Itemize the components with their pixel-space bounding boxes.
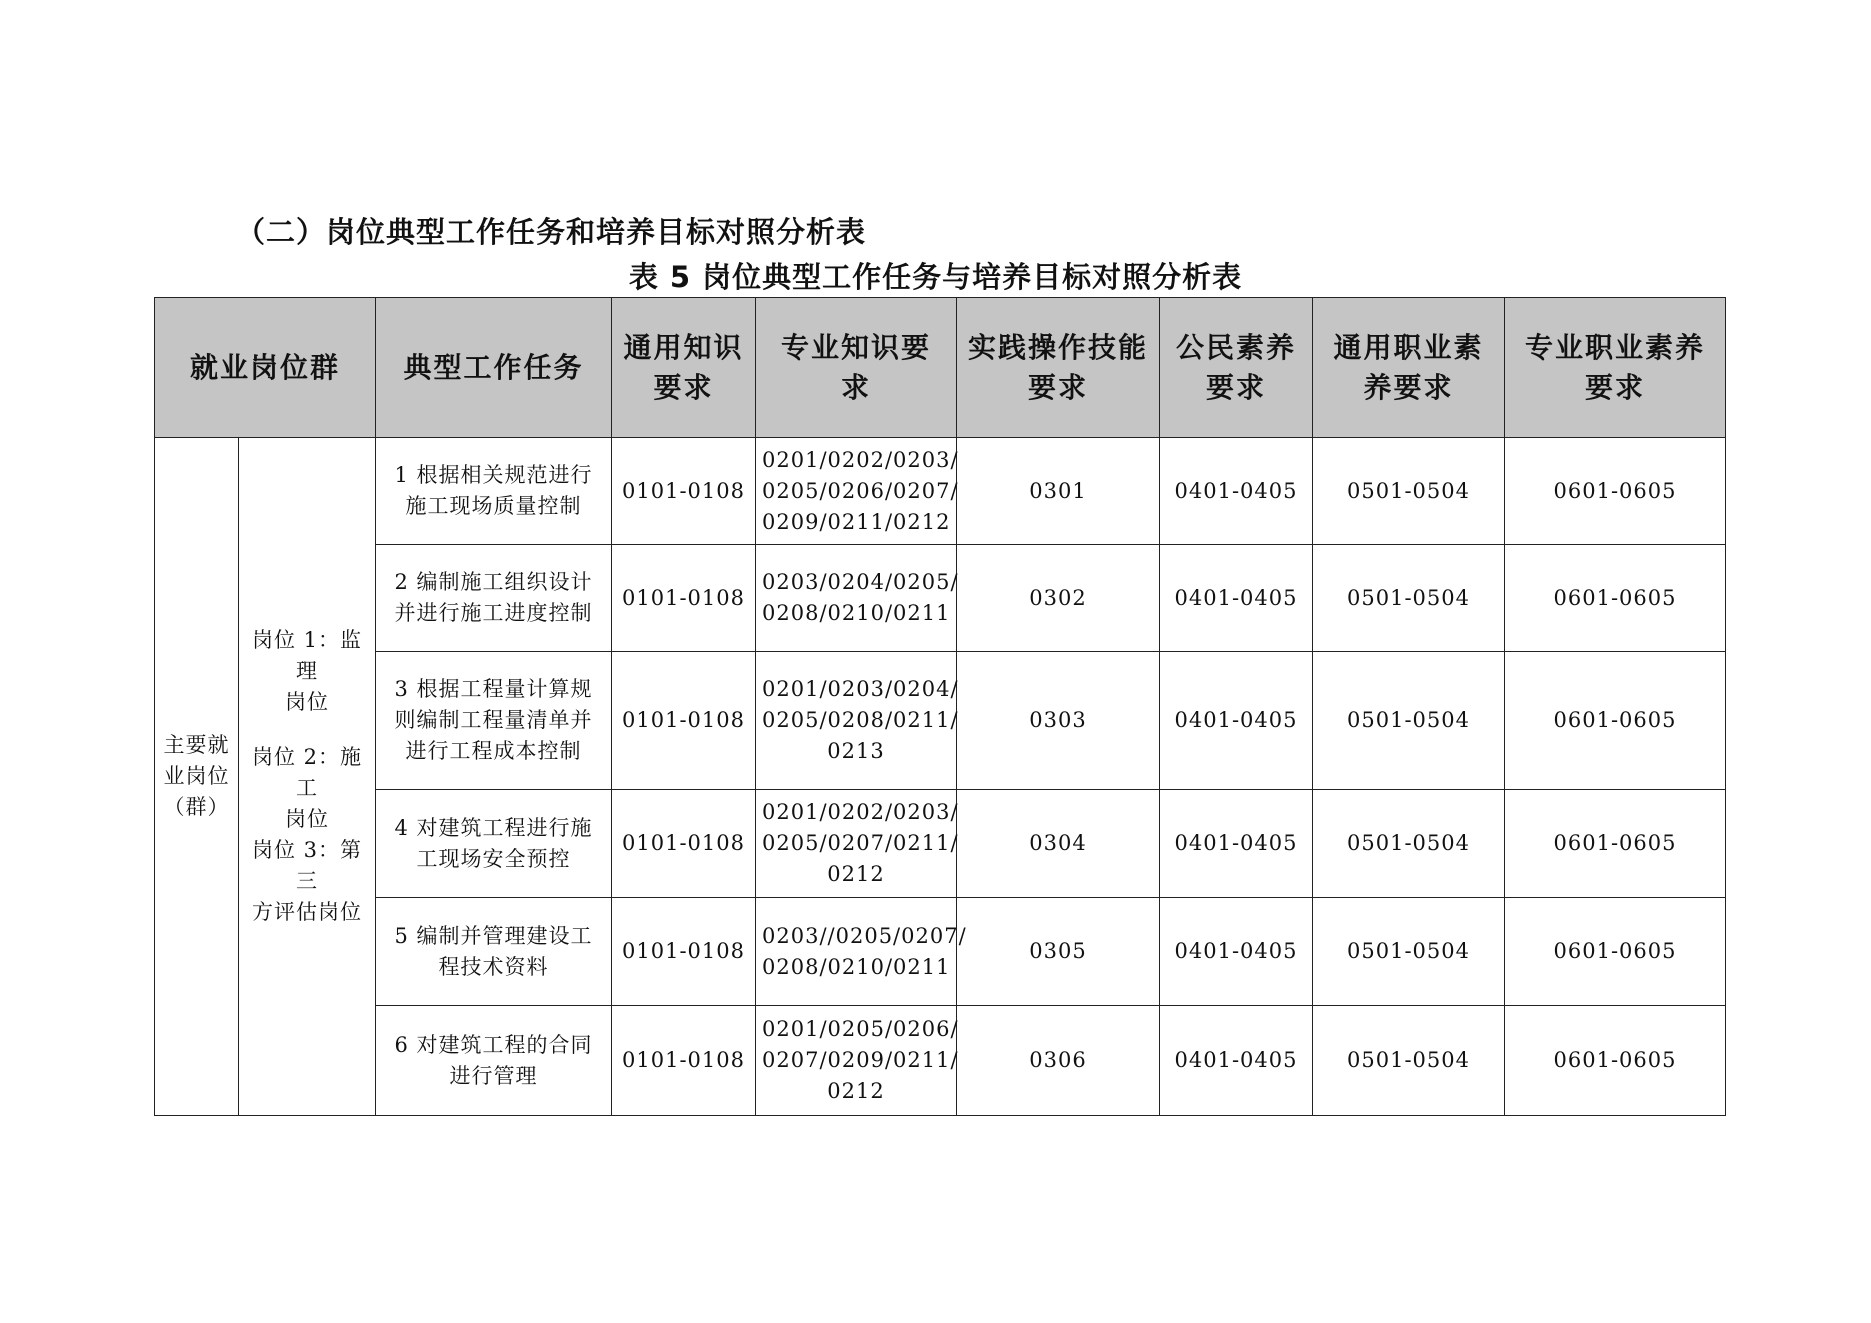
professional-knowledge-line: 0205/0207/0211/ — [762, 831, 959, 855]
category-line: 业岗位 — [163, 764, 230, 788]
task-line: 进行工程成本控制 — [405, 739, 582, 763]
general-vocational-cell: 0501-0504 — [1313, 1006, 1505, 1116]
general-knowledge-cell: 0101-0108 — [612, 545, 756, 652]
professional-knowledge-line: 0201/0205/0206/ — [762, 1017, 959, 1041]
task-cell — [376, 898, 612, 1006]
header-professional-vocational — [1505, 298, 1726, 438]
table-row — [155, 790, 1726, 898]
header-general-vocational-line: 通用职业素 — [1333, 330, 1484, 364]
posts-cell — [239, 438, 376, 1116]
professional-knowledge-cell — [756, 790, 957, 898]
post-line: 方评估岗位 — [252, 900, 362, 924]
practice-skill-cell: 0302 — [957, 545, 1160, 652]
header-civic-literacy-line: 公民素养 — [1176, 330, 1297, 364]
header-row — [155, 298, 1726, 438]
professional-knowledge-cell — [756, 652, 957, 790]
professional-knowledge-line: 0201/0202/0203/ — [762, 800, 959, 824]
professional-knowledge-line: 0201/0203/0204/ — [762, 677, 959, 701]
civic-cell: 0401-0405 — [1160, 438, 1313, 545]
professional-knowledge-line: 0201/0202/0203/ — [762, 447, 959, 472]
header-general-vocational-line: 养要求 — [1363, 370, 1454, 404]
general-knowledge-cell: 0101-0108 — [612, 1006, 756, 1116]
professional-knowledge-line: 0205/0208/0211/ — [762, 708, 959, 732]
header-general-vocational — [1313, 298, 1505, 438]
task-line: 并进行施工进度控制 — [394, 601, 593, 625]
civic-cell: 0401-0405 — [1160, 652, 1313, 790]
general-knowledge-cell: 0101-0108 — [612, 790, 756, 898]
professional-knowledge-cell — [756, 1006, 957, 1116]
professional-knowledge-cell — [756, 438, 957, 545]
general-vocational-cell: 0501-0504 — [1313, 545, 1505, 652]
post-line: 岗位 1：监理 — [251, 628, 363, 683]
section-title: （二）岗位典型工作任务和培养目标对照分析表 — [236, 215, 867, 249]
practice-skill-cell: 0305 — [957, 898, 1160, 1006]
post-spacer — [245, 718, 369, 742]
professional-vocational-cell: 0601-0605 — [1505, 652, 1726, 790]
practice-skill-cell: 0301 — [957, 438, 1160, 545]
task-cell — [376, 1006, 612, 1116]
table-row — [155, 898, 1726, 1006]
professional-knowledge-cell — [756, 898, 967, 1006]
header-general-knowledge-line: 通用知识 — [623, 330, 744, 364]
general-knowledge-cell: 0101-0108 — [612, 438, 756, 545]
civic-cell: 0401-0405 — [1160, 1006, 1313, 1116]
header-civic-literacy — [1160, 298, 1313, 438]
professional-knowledge-line: 0212 — [827, 862, 885, 886]
table-row — [155, 652, 1726, 790]
general-vocational-cell: 0501-0504 — [1313, 790, 1505, 898]
practice-skill-cell: 0306 — [957, 1006, 1160, 1116]
professional-vocational-cell: 0601-0605 — [1505, 1006, 1726, 1116]
category-cell — [155, 438, 239, 1116]
professional-knowledge-line: 0203//0205/0207/ — [762, 923, 967, 948]
category-line: 主要就 — [163, 733, 230, 757]
professional-knowledge-line: 0209/0211/0212 — [762, 509, 951, 534]
civic-cell: 0401-0405 — [1160, 790, 1313, 898]
header-civic-literacy-line: 要求 — [1206, 370, 1267, 404]
task-line: 进行管理 — [449, 1063, 538, 1088]
category-line: （群） — [163, 795, 230, 819]
professional-knowledge-cell — [756, 545, 957, 652]
table-row — [155, 545, 1726, 652]
header-professional-knowledge — [756, 298, 957, 438]
general-vocational-cell: 0501-0504 — [1313, 438, 1505, 545]
table-row — [155, 438, 1726, 545]
task-cell — [376, 545, 612, 652]
task-line: 1 根据相关规范进行 — [394, 463, 593, 487]
practice-skill-cell: 0304 — [957, 790, 1160, 898]
header-practice-skill-line: 实践操作技能 — [968, 330, 1149, 364]
task-line: 程技术资料 — [438, 954, 549, 979]
general-knowledge-cell: 0101-0108 — [612, 652, 756, 790]
header-professional-vocational-line: 专业职业素养 — [1525, 330, 1706, 364]
professional-knowledge-line: 0205/0206/0207/ — [762, 478, 959, 503]
practice-skill-cell: 0303 — [957, 652, 1160, 790]
post-line: 岗位 — [285, 807, 329, 831]
civic-cell: 0401-0405 — [1160, 545, 1313, 652]
general-knowledge-cell: 0101-0108 — [612, 898, 756, 1006]
table-row — [155, 1006, 1726, 1116]
post-line: 岗位 — [285, 690, 329, 714]
header-professional-knowledge-line: 专业知识要 — [781, 330, 932, 364]
task-objective-table — [154, 297, 1726, 1116]
task-line: 2 编制施工组织设计 — [394, 570, 593, 594]
header-general-knowledge — [612, 298, 756, 438]
professional-knowledge-line: 0207/0209/0211/ — [762, 1048, 959, 1072]
professional-vocational-cell: 0601-0605 — [1505, 438, 1726, 545]
task-cell — [376, 790, 612, 898]
professional-vocational-cell: 0601-0605 — [1505, 790, 1726, 898]
task-cell — [376, 652, 612, 790]
professional-vocational-cell: 0601-0605 — [1505, 545, 1726, 652]
post-line: 岗位 2：施工 — [251, 745, 363, 800]
header-professional-vocational-line: 要求 — [1585, 370, 1646, 404]
general-vocational-cell: 0501-0504 — [1313, 898, 1505, 1006]
professional-knowledge-line: 0212 — [827, 1079, 885, 1103]
post-line: 岗位 3：第三 — [251, 838, 363, 893]
task-line: 工现场安全预控 — [416, 846, 571, 871]
task-line: 5 编制并管理建设工 — [394, 923, 593, 948]
task-cell — [376, 438, 612, 545]
task-line: 则编制工程量清单并 — [394, 708, 593, 732]
professional-knowledge-line: 0213 — [827, 739, 885, 763]
task-line: 6 对建筑工程的合同 — [394, 1032, 593, 1057]
civic-cell: 0401-0405 — [1160, 898, 1313, 1006]
header-practice-skill — [957, 298, 1160, 438]
professional-vocational-cell: 0601-0605 — [1505, 898, 1726, 1006]
header-employment-group: 就业岗位群 — [155, 298, 376, 438]
professional-knowledge-line: 0203/0204/0205/ — [762, 570, 959, 594]
header-general-knowledge-line: 要求 — [653, 370, 714, 404]
professional-knowledge-line: 0208/0210/0211 — [762, 601, 951, 625]
task-line: 3 根据工程量计算规 — [394, 677, 593, 701]
table-caption: 表 5 岗位典型工作任务与培养目标对照分析表 — [628, 260, 1243, 294]
task-line: 4 对建筑工程进行施 — [394, 815, 593, 840]
header-professional-knowledge-line: 求 — [841, 370, 872, 404]
task-line: 施工现场质量控制 — [405, 494, 582, 518]
header-typical-task: 典型工作任务 — [376, 298, 612, 438]
professional-knowledge-line: 0208/0210/0211 — [762, 954, 951, 979]
general-vocational-cell: 0501-0504 — [1313, 652, 1505, 790]
header-practice-skill-line: 要求 — [1028, 370, 1089, 404]
